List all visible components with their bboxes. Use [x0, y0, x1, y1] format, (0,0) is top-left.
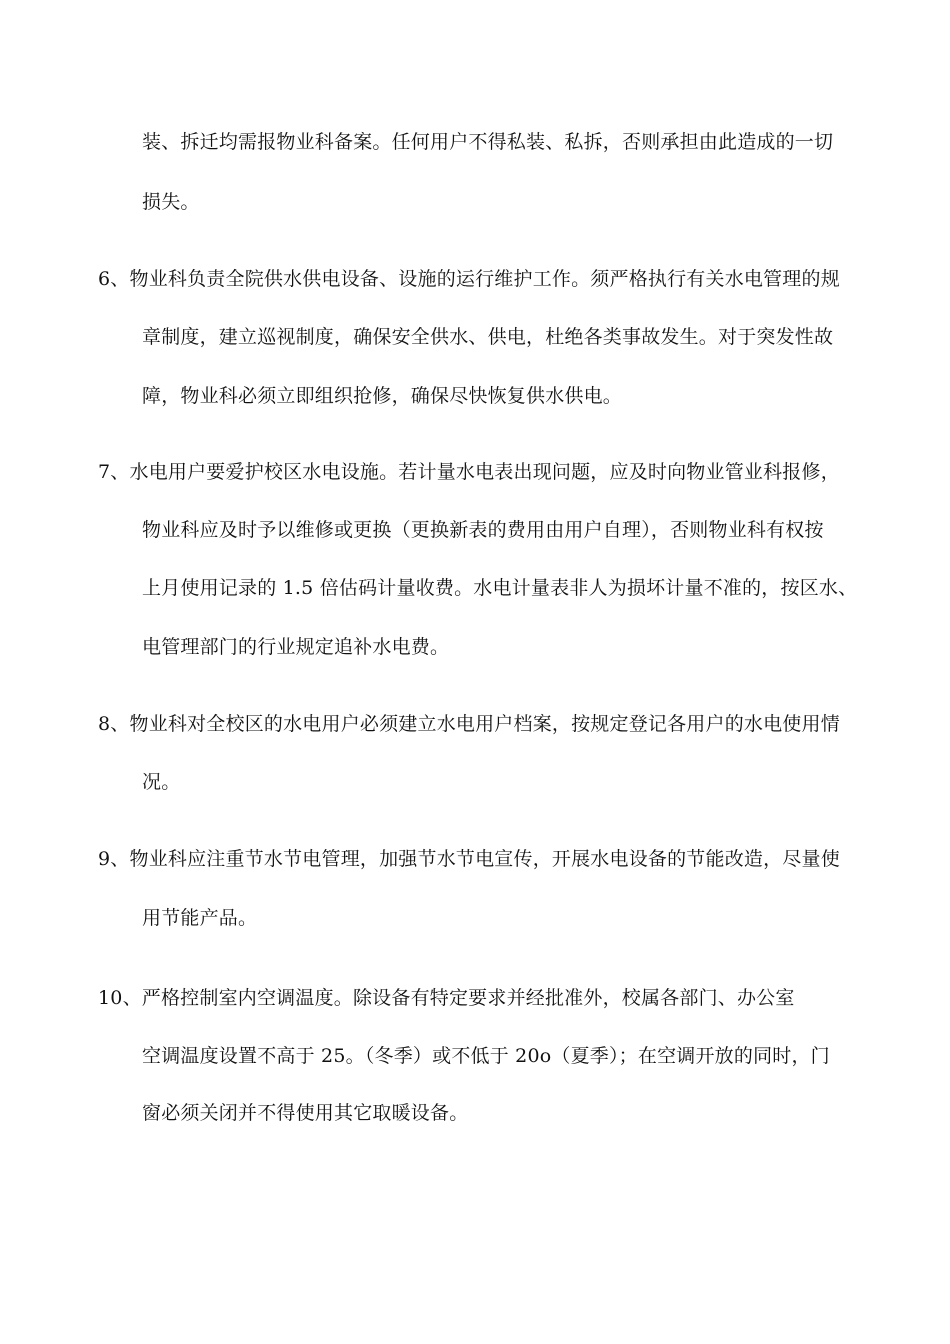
paragraph-9-line-1: 9、物业科应注重节水节电管理，加强节水节电宣传，开展水电设备的节能改造，尽量使 — [98, 848, 840, 870]
paragraph-8-line-1: 8、物业科对全校区的水电用户必须建立水电用户档案，按规定登记各用户的水电使用情 — [98, 713, 840, 735]
paragraph-8-line-2: 况。 — [142, 771, 181, 793]
paragraph-10-line-2: 空调温度设置不高于 25。（冬季）或不低于 20o（夏季）；在空调开放的同时，门 — [142, 1045, 830, 1067]
paragraph-7-line-4: 电管理部门的行业规定追补水电费。 — [142, 636, 450, 658]
paragraph-6-line-2: 章制度，建立巡视制度，确保安全供水、供电，杜绝各类事故发生。对于突发性故 — [142, 326, 834, 348]
paragraph-5-line-4: 损失。 — [142, 191, 200, 213]
paragraph-7-line-3: 上月使用记录的 1.5 倍估码计量收费。水电计量表非人为损坏计量不准的，按区水、 — [142, 577, 858, 599]
paragraph-7-line-1: 7、水电用户要爱护校区水电设施。若计量水电表出现问题，应及时向物业管业科报修， — [98, 461, 840, 483]
paragraph-7-line-2: 物业科应及时予以维修或更换（更换新表的费用由用户自理），否则物业科有权按 — [142, 519, 824, 541]
paragraph-5-line-3: 装、拆迁均需报物业科备案。任何用户不得私装、私拆，否则承担由此造成的一切 — [142, 131, 834, 153]
paragraph-10-line-1: 10、严格控制室内空调温度。除设备有特定要求并经批准外，校属各部门、办公室 — [98, 987, 795, 1009]
paragraph-6-line-3: 障，物业科必须立即组织抢修，确保尽快恢复供水供电。 — [142, 385, 623, 407]
paragraph-6-line-1: 6、物业科负责全院供水供电设备、设施的运行维护工作。须严格执行有关水电管理的规 — [98, 268, 840, 290]
paragraph-9-line-2: 用节能产品。 — [142, 907, 258, 929]
paragraph-10-line-3: 窗必须关闭并不得使用其它取暖设备。 — [142, 1102, 469, 1124]
